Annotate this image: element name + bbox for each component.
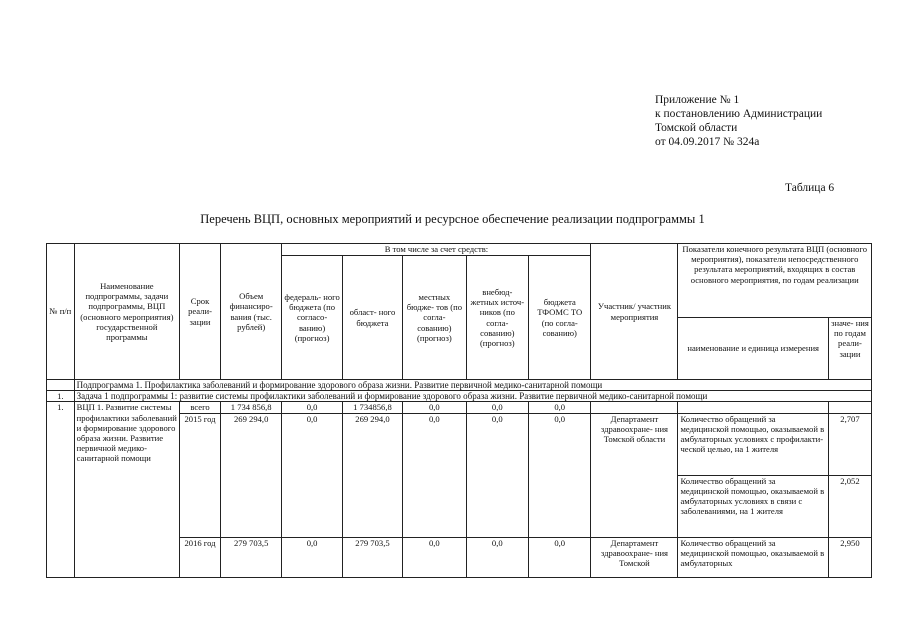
table-row <box>47 402 872 413</box>
cell-indicator-name: Количество обращений за медицинской помощью, оказываемой в амбулаторных условиях в связи с заболеваниями, на 1 жителя <box>678 475 828 537</box>
cell-participant <box>591 402 678 413</box>
cell-regional: 269 294,0 <box>342 413 402 537</box>
cell-volume: 1 734 856,8 <box>220 402 281 413</box>
program-table <box>46 243 872 578</box>
header-tfoms: бюджета ТФОМС ТО (по согла- сованию) <box>529 256 591 380</box>
cell-regional: 279 703,5 <box>342 537 402 577</box>
header-local: местных бюдже- тов (по согла- сованию) (прогноз) <box>403 256 466 380</box>
cell-term: 2016 год <box>180 537 221 577</box>
cell-indicator-value: 2,707 <box>828 413 871 475</box>
table-label: Таблица 6 <box>785 182 835 194</box>
header-volume: Объем финансиро- вания (тыс. рублей) <box>220 244 281 380</box>
header-federal: федераль- ного бюджета (по согласо- ванию) (прогноз) <box>282 256 342 380</box>
cell-tfoms: 0,0 <box>529 413 591 537</box>
header-regional: област- ного бюджета <box>342 256 402 380</box>
cell-local: 0,0 <box>403 402 466 413</box>
subprogram-title: Подпрограмма 1. Профилактика заболеваний и формирование здорового образа жизни. Развитие первичной медико-санитарной помощи <box>74 380 871 391</box>
header-term: Срок реали- зации <box>180 244 221 380</box>
cell-tfoms: 0,0 <box>529 402 591 413</box>
vcp-num: 1. <box>47 402 75 577</box>
appendix-line: Приложение № 1 <box>655 94 740 106</box>
header-indicator-name: наименование и единица измерения <box>678 318 828 380</box>
header-num: № п/п <box>47 244 75 380</box>
appendix-line: Томской области <box>655 122 738 134</box>
cell-volume: 269 294,0 <box>220 413 281 537</box>
vcp-name: ВЦП 1. Развитие системы профилактики заболеваний и формирование здорового образа жизни. Развитие первичной медико-санитарной помощи <box>74 402 179 577</box>
document-title: Перечень ВЦП, основных мероприятий и ресурсное обеспечение реализации подпрограммы 1 <box>200 212 705 226</box>
cell-federal: 0,0 <box>282 537 342 577</box>
cell-indicator-name: Количество обращений за медицинской помощью, оказываемой в амбулаторных <box>678 537 828 577</box>
header-offbudget: внебюд- жетных источ- ников (по согла- сованию) (прогноз) <box>466 256 528 380</box>
cell-term: всего <box>180 402 221 413</box>
cell-federal: 0,0 <box>282 402 342 413</box>
cell-term: 2015 год <box>180 413 221 537</box>
cell-tfoms: 0,0 <box>529 537 591 577</box>
cell-indicator-value <box>828 402 871 413</box>
header-indicators-group: Показатели конечного результата ВЦП (основного мероприятия), показатели непосредственного результата мероприятий, входящих в состав основного мероприятия, по годам реализации <box>678 244 872 318</box>
task-num: 1. <box>47 391 75 402</box>
header-name: Наименование подпрограммы, задачи подпрограммы, ВЦП (основного мероприятия) государственной программы <box>74 244 179 380</box>
appendix-line: к постановлению Администрации <box>655 108 823 120</box>
header-participant: Участник/ участник мероприятия <box>591 244 678 380</box>
cell-indicator-value: 2,950 <box>828 537 871 577</box>
cell-indicator-value: 2,052 <box>828 475 871 537</box>
task-row <box>47 391 872 402</box>
cell-participant: Департамент здравоохране- ния Томской области <box>591 413 678 537</box>
subprogram-num <box>47 380 75 391</box>
cell-indicator-name: Количество обращений за медицинской помощью, оказываемой в амбулаторных условиях с профилакти- ческой целью, на 1 жителя <box>678 413 828 475</box>
task-title: Задача 1 подпрограммы 1: развитие системы профилактики заболеваний и формирование здорового образа жизни. Развитие первичной медико-санитарной помощи <box>74 391 871 402</box>
appendix-line: от 04.09.2017 № 324а <box>655 136 760 148</box>
cell-offbudget: 0,0 <box>466 413 528 537</box>
cell-local: 0,0 <box>403 413 466 537</box>
cell-local: 0,0 <box>403 537 466 577</box>
header-sources-group: В том числе за счет средств: <box>282 244 591 256</box>
cell-volume: 279 703,5 <box>220 537 281 577</box>
cell-offbudget: 0,0 <box>466 537 528 577</box>
cell-federal: 0,0 <box>282 413 342 537</box>
header-row <box>47 244 872 256</box>
cell-offbudget: 0,0 <box>466 402 528 413</box>
cell-indicator-name <box>678 402 828 413</box>
header-indicator-value: значе- ния по годам реали- зации <box>828 318 871 380</box>
appendix-note <box>655 93 822 149</box>
subprogram-row <box>47 380 872 391</box>
cell-regional: 1 734856,8 <box>342 402 402 413</box>
cell-participant: Департамент здравоохране- ния Томской <box>591 537 678 577</box>
